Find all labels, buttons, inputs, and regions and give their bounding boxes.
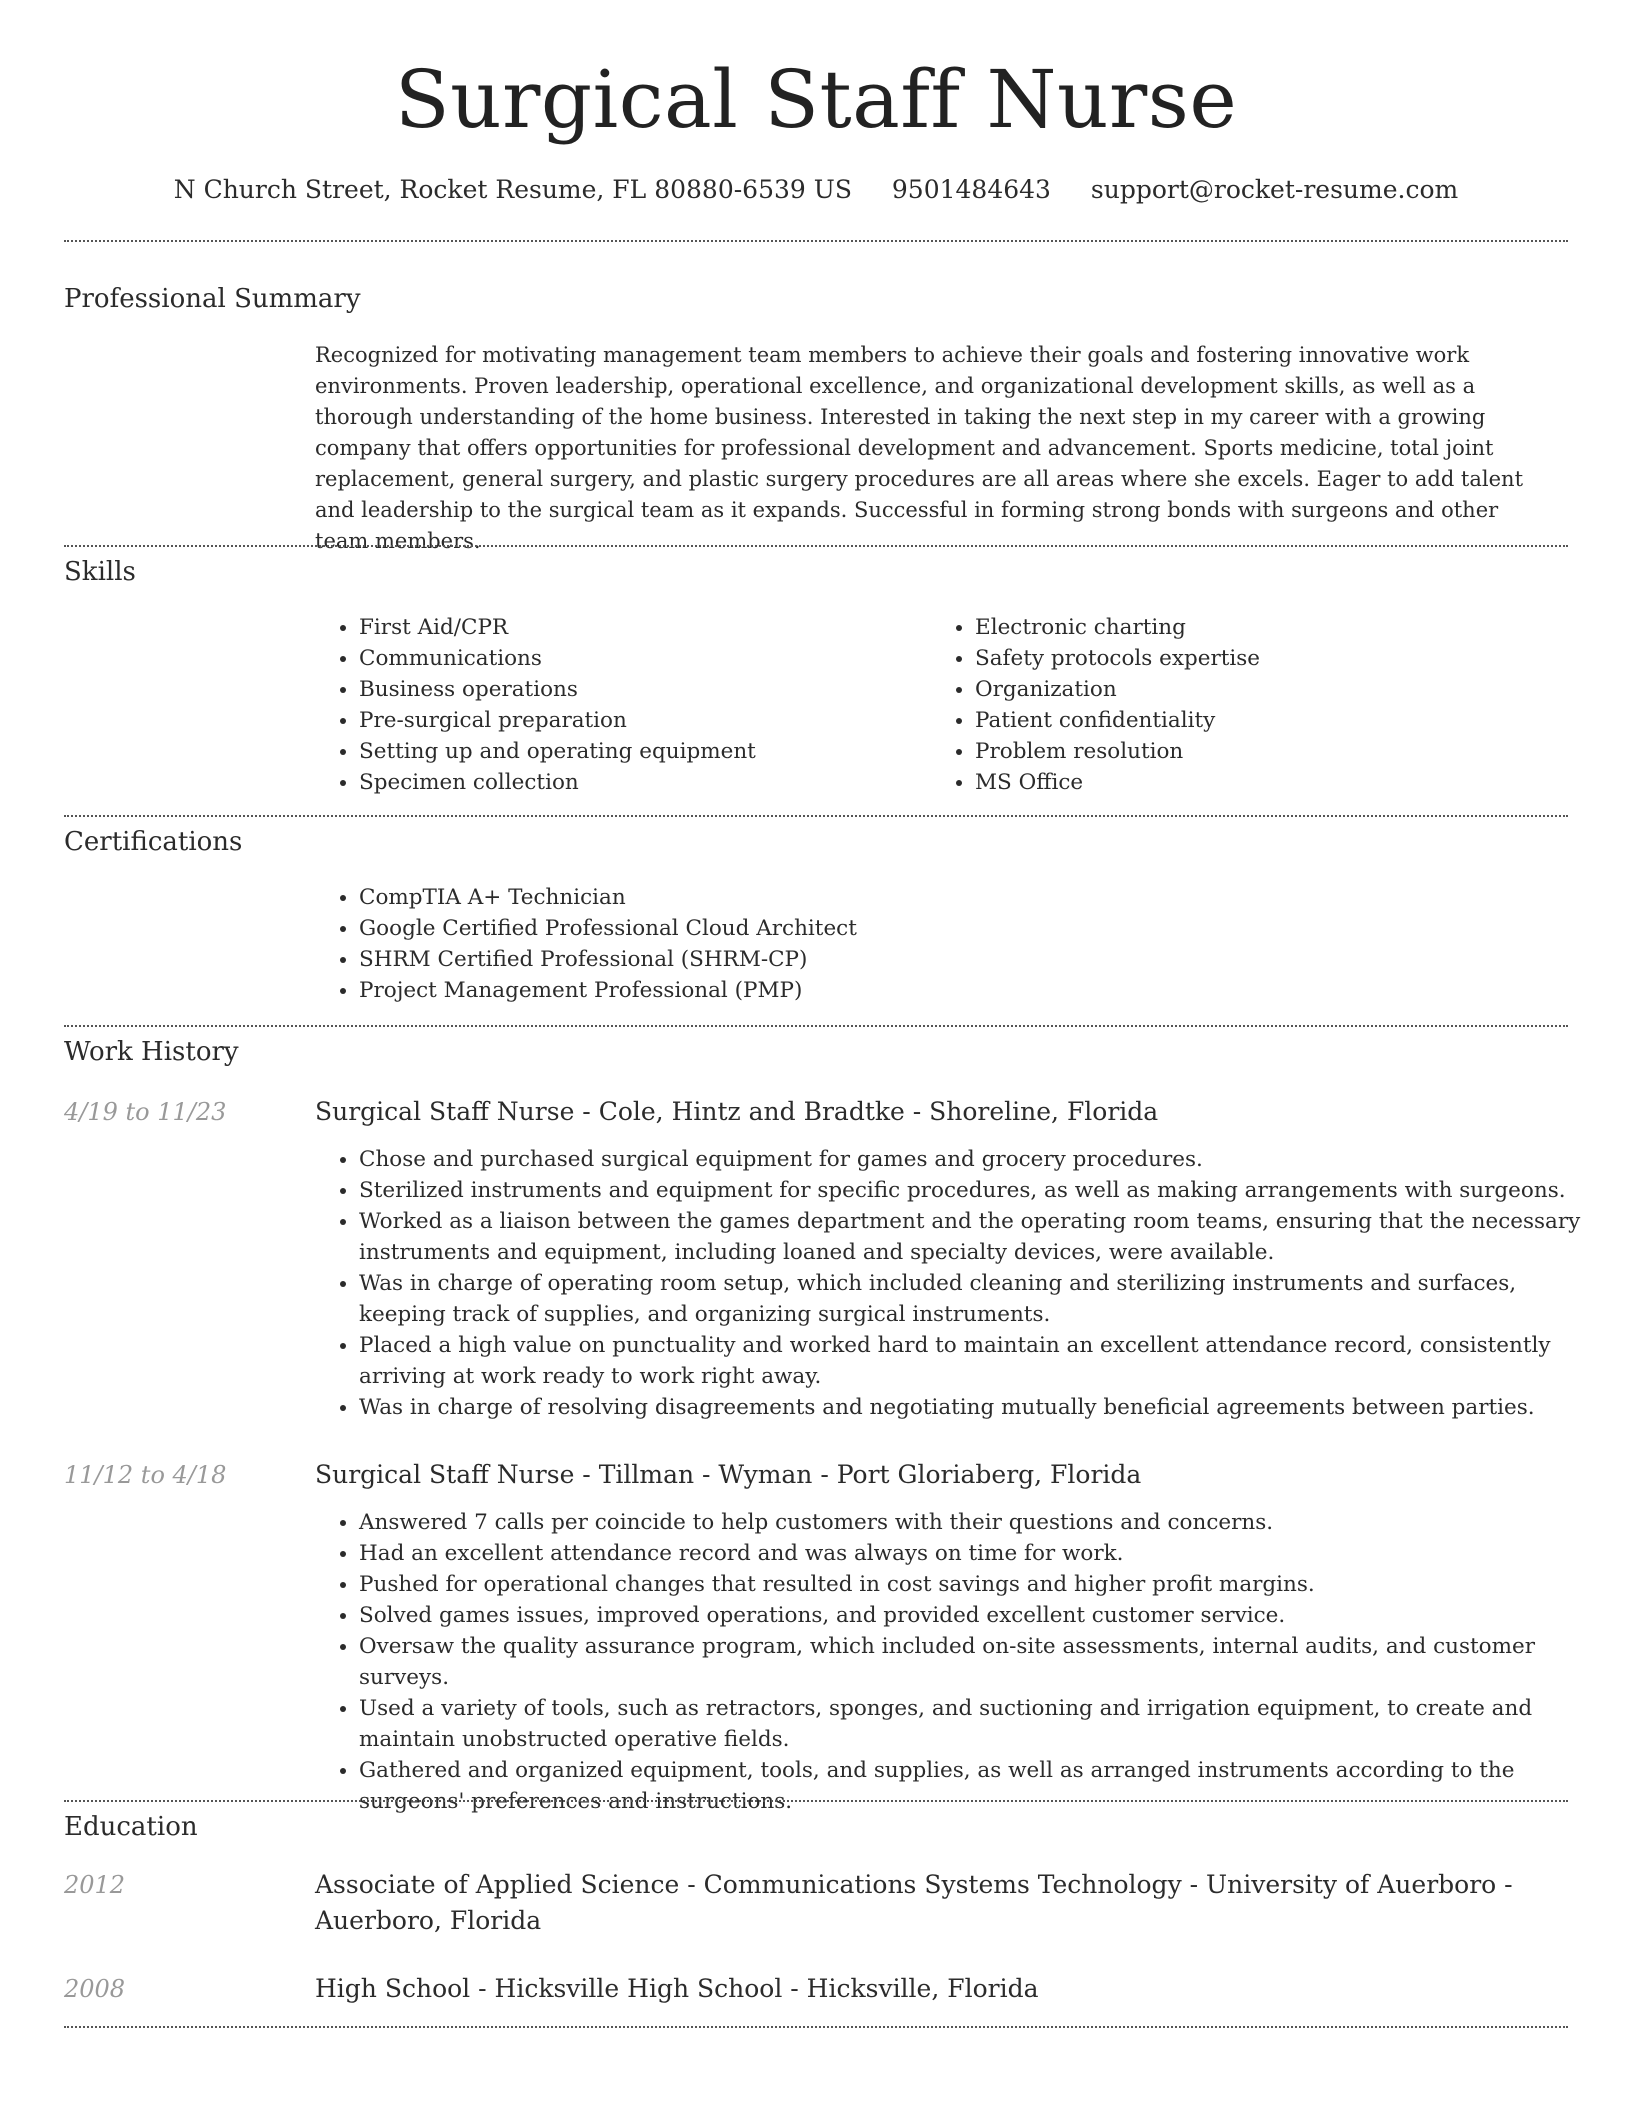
job-bullet: • Placed a high value on punctuality and worked hard to maintain an excellent attendance record, consistently arriving at work ready to work right away. [359, 1330, 1602, 1392]
job-title: Surgical Staff Nurse - Cole, Hintz and Bradtke - Shoreline, Florida [315, 1097, 1159, 1126]
work-history-heading: Work History [64, 1037, 239, 1067]
job-bullet: • Chose and purchased surgical equipment for games and grocery procedures. [359, 1144, 1602, 1175]
skills-list-left [315, 612, 919, 798]
certifications-list [315, 882, 1559, 1006]
certification-item: • SHRM Certified Professional (SHRM-CP) [359, 944, 1559, 975]
summary-text: Recognized for motivating management team members to achieve their goals and fostering innovative work environments. Proven leadership, operational excellence, and organizational development skills, as well as a thorough understanding of the home business. Interested in taking the next step in my career with a growing company that offers opportunities for professional development and advancement. Sports medicine, total joint replacement, general surgery, and plastic surgery procedures are all areas where she excels. Eager to add talent and leadership to the surgical team as it expands. Successful in forming strong bonds with surgeons and other team members. [315, 343, 1524, 553]
job-bullet: • Was in charge of operating room setup, which included cleaning and sterilizing instruments and surfaces, keeping track of supplies, and organizing surgical instruments. [359, 1268, 1602, 1330]
job-bullet: • Oversaw the quality assurance program, which included on-site assessments, internal audits, and customer surveys. [359, 1631, 1602, 1693]
certification-item: • CompTIA A+ Technician [359, 882, 1559, 913]
skill-item: • Electronic charting [975, 612, 1575, 643]
contact-line [0, 170, 1632, 210]
skill-item: • Specimen collection [359, 767, 919, 798]
job-bullet: • Sterilized instruments and equipment for specific procedures, as well as making arrangements with surgeons. [359, 1175, 1602, 1206]
contact-email: support@rocket-resume.com [1090, 175, 1459, 204]
job-bullet: • Was in charge of resolving disagreements and negotiating mutually beneficial agreements between parties. [359, 1392, 1602, 1423]
education-heading: Education [64, 1812, 198, 1842]
job-bullet: • Used a variety of tools, such as retractors, sponges, and suctioning and irrigation equipment, to create and maintain unobstructed operative fields. [359, 1693, 1602, 1755]
job-dates: 11/12 to 4/18 [64, 1461, 227, 1489]
education-year: 2012 [64, 1871, 126, 1899]
skill-item: • Problem resolution [975, 736, 1575, 767]
skill-item: • Organization [975, 674, 1575, 705]
skill-item: • First Aid/CPR [359, 612, 919, 643]
candidate-name: Surgical Staff Nurse [394, 53, 1238, 146]
skill-item: • Safety protocols expertise [975, 643, 1575, 674]
certifications-heading: Certifications [64, 827, 243, 857]
skill-item: • MS Office [975, 767, 1575, 798]
section-divider [64, 240, 1568, 242]
job-dates: 4/19 to 11/23 [64, 1098, 227, 1126]
education-title: High School - Hicksville High School - Hicksville, Florida [315, 1974, 1039, 2003]
section-divider [64, 2026, 1568, 2028]
job-bullet: • Worked as a liaison between the games department and the operating room teams, ensuring that the necessary instruments and equipment, including loaned and specialty devices, were available. [359, 1206, 1602, 1268]
job-bullet: • Answered 7 calls per coincide to help customers with their questions and concerns. [359, 1507, 1602, 1538]
job-title: Surgical Staff Nurse - Tillman - Wyman - Port Gloriaberg, Florida [315, 1460, 1142, 1489]
job-bullet: • Solved games issues, improved operations, and provided excellent customer service. [359, 1600, 1602, 1631]
job-bullets [315, 1144, 1602, 1423]
section-divider [64, 545, 1568, 547]
certification-item: • Google Certified Professional Cloud Architect [359, 913, 1559, 944]
summary-heading: Professional Summary [64, 284, 361, 314]
skill-item: • Communications [359, 643, 919, 674]
contact-address: N Church Street, Rocket Resume, FL 80880-6539 US [173, 175, 852, 204]
skill-item: • Business operations [359, 674, 919, 705]
skills-list-right [931, 612, 1575, 798]
job-bullet: • Pushed for operational changes that resulted in cost savings and higher profit margins. [359, 1569, 1602, 1600]
job-bullet: • Gathered and organized equipment, tools, and supplies, as well as arranged instruments according to the surgeons' preferences and instructions. [359, 1755, 1602, 1817]
job-bullets [315, 1507, 1602, 1817]
education-title: Associate of Applied Science - Communications Systems Technology - University of Auerboro - Auerboro, Florida [315, 1870, 1513, 1935]
section-divider [64, 1800, 1568, 1802]
contact-phone: 9501484643 [891, 175, 1051, 204]
skill-item: • Patient confidentiality [975, 705, 1575, 736]
section-divider [64, 815, 1568, 817]
job-bullet: • Had an excellent attendance record and was always on time for work. [359, 1538, 1602, 1569]
section-divider [64, 1025, 1568, 1027]
education-year: 2008 [64, 1975, 126, 2003]
skill-item: • Pre-surgical preparation [359, 705, 919, 736]
skill-item: • Setting up and operating equipment [359, 736, 919, 767]
skills-heading: Skills [64, 557, 136, 587]
certification-item: • Project Management Professional (PMP) [359, 975, 1559, 1006]
